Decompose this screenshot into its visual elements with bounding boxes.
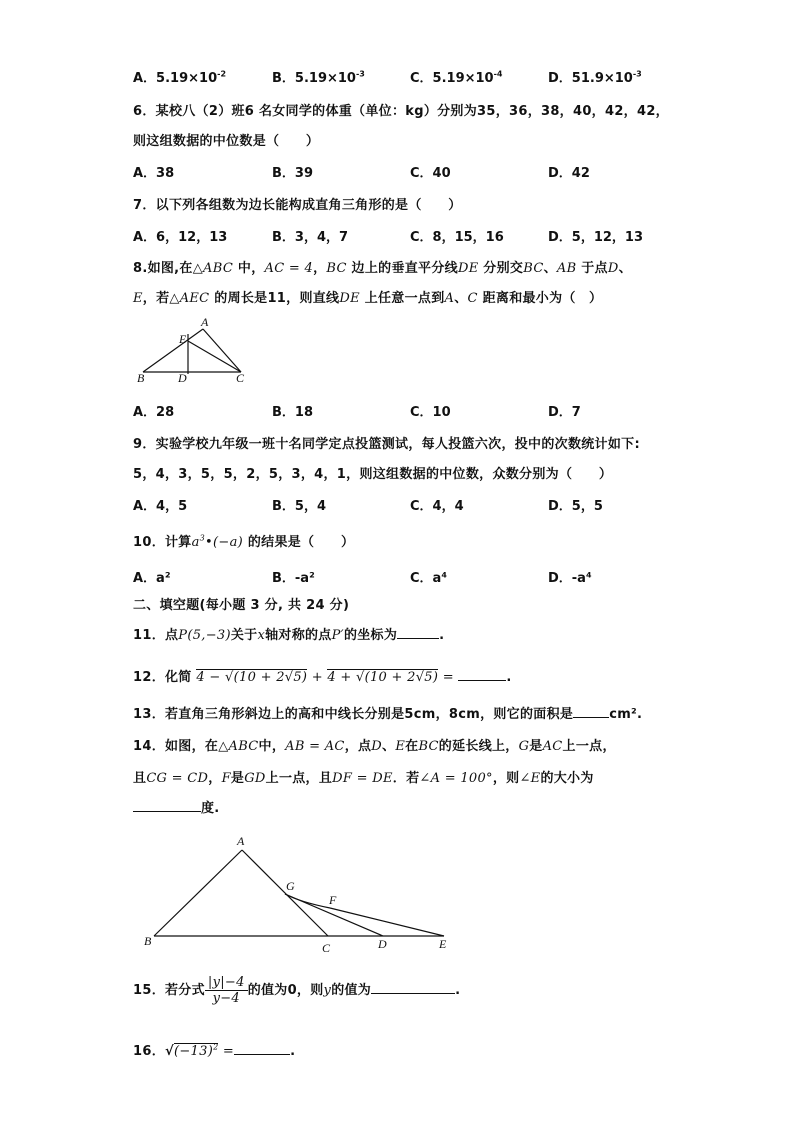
q16-radical: $(-13)^2$ — [173, 1042, 219, 1059]
q6-option-a: A．38 — [133, 166, 175, 181]
q12-stem: 12．化简 4 − √(10 + 2√5) + 4 + √(10 + 2√5) = . — [133, 670, 512, 685]
q6-stem-line2: 则这组数据的中位数是（ ） — [133, 134, 320, 149]
q9-option-c: C．4，4 — [410, 499, 464, 514]
q8-label-d: D — [178, 371, 187, 385]
q13-answer-blank — [573, 705, 609, 718]
q10-option-a: A．a² — [133, 571, 171, 586]
q9-stem-line1: 9．实验学校九年级一班十名同学定点投篮测试，每人投篮六次，投中的次数统计如下: — [133, 437, 640, 452]
q11-stem: 11．点P(5,−3)关于x轴对称的点P′的坐标为 . — [133, 628, 445, 643]
q12-answer-blank — [458, 668, 506, 681]
q15-answer-blank — [371, 981, 455, 994]
q14-stem-line1: 14．如图，在△ABC中，AB = AC，点D、E在BC的延长线上，G是AC上一点， — [133, 739, 616, 754]
q5-option-b: B．$5.19\times 10^{-3}$ — [272, 69, 365, 86]
q14-label-c: C — [322, 941, 331, 955]
q6-option-b: B．39 — [272, 166, 313, 181]
q15-stem: 15．若分式 $\frac{|y|-4}{y-4}$ 的值为0，则y的值为 . — [133, 975, 461, 1006]
q10-option-b: B．-a² — [272, 571, 315, 586]
q9-option-a: A．4，5 — [133, 499, 188, 514]
q8-label-a: A — [201, 315, 209, 329]
q7-option-b: B．3，4，7 — [272, 230, 349, 245]
q14-label-e: E — [439, 937, 447, 951]
q14-label-f: F — [329, 893, 337, 907]
q14-label-g: G — [286, 879, 295, 893]
q7-option-c: C．8，15，16 — [410, 230, 504, 245]
q14-label-d: D — [378, 937, 387, 951]
q7-option-d: D．5，12，13 — [548, 230, 644, 245]
q5-option-a: A．$5.19\times 10^{-2}$ — [133, 69, 227, 86]
q14-triangle-figure — [140, 832, 460, 957]
q8-triangle-figure — [133, 314, 253, 386]
section-fill-in-heading: 二、填空题(每小题 3 分, 共 24 分) — [133, 598, 350, 613]
q7-stem: 7．以下列各组数为边长能构成直角三角形的是（ ） — [133, 198, 462, 213]
q8-label-b: B — [137, 371, 145, 385]
q16-stem: 16．$√(-13)^2$ = . — [133, 1042, 296, 1059]
q14-label-a: A — [237, 834, 245, 848]
q9-stem-line2: 5，4，3，5，5，2，5，3，4，1，则这组数据的中位数，众数分别为（ ） — [133, 467, 613, 482]
q10-option-c: C．a⁴ — [410, 571, 448, 586]
q5-option-d: D．$51.9\times 10^{-3}$ — [548, 69, 642, 86]
q11-answer-blank — [397, 626, 439, 639]
q7-option-a: A．6，12，13 — [133, 230, 228, 245]
q12-radical-2: 4 + √(10 + 2√5) — [327, 670, 439, 685]
q16-answer-blank — [234, 1042, 290, 1055]
q14-answer-line: 度. — [133, 797, 220, 816]
q6-option-c: C．40 — [410, 166, 451, 181]
q14-answer-blank — [133, 799, 201, 812]
q6-option-d: D．42 — [548, 166, 590, 181]
q10-option-d: D．-a⁴ — [548, 571, 592, 586]
q12-radical-1: 4 − √(10 + 2√5) — [196, 670, 308, 685]
q8-label-c: C — [236, 371, 245, 385]
q15-fraction: $\frac{|y|-4}{y-4}$ — [205, 975, 248, 1006]
q8-option-a: A．28 — [133, 405, 175, 420]
q8-option-b: B．18 — [272, 405, 313, 420]
q8-stem-line1: 8.如图,在△ABC 中，AC = 4，BC 边上的垂直平分线DE 分别交BC、AB 于点D、 — [133, 261, 632, 276]
q9-option-b: B．5，4 — [272, 499, 326, 514]
q6-stem-line1: 6．某校八（2）班6 名女同学的体重（单位：kg）分别为35，36，38，40，42，42， — [133, 104, 669, 119]
q8-option-d: D．7 — [548, 405, 581, 420]
q13-stem: 13．若直角三角形斜边上的高和中线长分别是5cm，8cm，则它的面积是 cm². — [133, 707, 643, 722]
q8-option-c: C．10 — [410, 405, 451, 420]
q10-stem: 10．计算$a^3•(-a)$ 的结果是（ ） — [133, 533, 355, 550]
q14-label-b: B — [144, 934, 152, 948]
q5-option-c: C．$5.19\times 10^{-4}$ — [410, 69, 503, 86]
q9-option-d: D．5，5 — [548, 499, 603, 514]
q8-label-e: E — [179, 332, 187, 346]
q14-stem-line2: 且CG = CD，F是GD上一点，且DF = DE．若∠A = 100°，则∠E的大小为 — [133, 771, 594, 786]
q8-stem-line2: E，若△AEC 的周长是11，则直线DE 上任意一点到A、C 距离和最小为（ ） — [133, 291, 603, 306]
